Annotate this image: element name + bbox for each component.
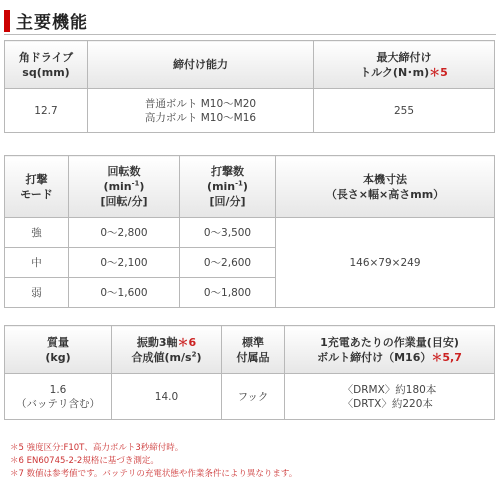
header-weight	[5, 326, 112, 374]
ipm-unit-close: )	[242, 180, 248, 193]
header-torque-line2	[314, 65, 494, 80]
header-weight-line1: 質量	[47, 335, 69, 349]
cell-rpm: 0～2,100	[69, 248, 180, 278]
rpm-unit-sup: -1	[131, 179, 140, 188]
header-mode-line2: モード	[20, 187, 53, 201]
footnote-5: ＊5 強度区分:F10T、高力ボルト3秒締付時。	[10, 443, 184, 453]
header-ipm-line1: 打撃数	[211, 165, 244, 178]
header-mode-line1: 打撃	[25, 172, 48, 186]
table-header-row	[5, 326, 495, 374]
cell-dimensions: 146×79×249	[276, 218, 495, 308]
header-weight-line2: (kg)	[45, 350, 71, 364]
cell-rpm: 0～1,600	[69, 278, 180, 308]
footnote-7: ＊7 数値は参考値です。バッテリの充電状態や作業条件により異なります。	[10, 469, 298, 479]
cell-torque: 255	[314, 89, 495, 133]
header-torque-unit: トルク(N･m)	[360, 65, 430, 79]
vib-unit-sup: 2	[191, 349, 197, 358]
header-dimensions	[276, 156, 495, 218]
cell-capacity	[88, 89, 314, 133]
cell-ipm: 0～1,800	[180, 278, 276, 308]
cell-mode: 中	[5, 248, 69, 278]
work-line1: 〈DRMX〉約180本	[342, 383, 437, 396]
table-row	[5, 374, 495, 420]
footnote-ref-5-7: ＊5,7	[431, 350, 462, 364]
cell-vibration: 14.0	[112, 374, 222, 420]
work-line2: 〈DRTX〉約220本	[342, 397, 433, 410]
table-row	[5, 89, 495, 133]
header-dim-line1: 本機寸法	[363, 172, 407, 186]
footnotes	[10, 442, 297, 481]
header-std-line2: 付属品	[236, 350, 270, 364]
header-drive-line1: 角ドライブ	[18, 50, 74, 64]
header-work-line2	[285, 350, 494, 365]
capacity-line2: 高力ボルト M10～M16	[144, 111, 257, 124]
header-work	[285, 326, 495, 374]
weight-note: （バッテリ含む）	[16, 397, 100, 410]
header-vib-line1	[112, 335, 221, 350]
header-drive	[5, 41, 88, 89]
ipm-unit-text: (min	[207, 180, 236, 193]
header-ipm	[180, 156, 276, 218]
vib-label: 振動3軸	[136, 335, 178, 349]
table-header-row	[5, 41, 495, 89]
work-values	[343, 383, 437, 411]
header-dim-line2: （長さ×幅×高さmm）	[325, 187, 445, 201]
footnote-6: ＊6 EN60745-2-2規格に基づき測定。	[10, 456, 159, 466]
footnote-ref-5: ＊5	[429, 65, 448, 79]
section-header	[4, 8, 88, 33]
header-capacity: 締付け能力	[88, 41, 314, 89]
cell-ipm: 0～2,600	[180, 248, 276, 278]
header-rpm	[69, 156, 180, 218]
rpm-unit-text: (min	[103, 180, 132, 193]
header-ipm-line3: [回/分]	[209, 195, 246, 208]
spec-table-weight	[4, 325, 495, 420]
cell-mode: 弱	[5, 278, 69, 308]
spec-table-speed	[4, 155, 495, 308]
header-rpm-line1: 回転数	[107, 165, 141, 178]
header-work-line1: 1充電あたりの作業量(目安)	[320, 335, 459, 349]
header-vib-line2	[112, 350, 221, 365]
footnote-ref-6: ＊6	[177, 335, 197, 349]
work-label: ボルト締付け（M16）	[317, 350, 432, 364]
header-accessory	[222, 326, 285, 374]
rpm-unit-close: )	[139, 180, 145, 193]
section-divider	[4, 34, 496, 35]
header-drive-line2: sq(mm)	[22, 65, 70, 79]
spec-table-torque	[4, 40, 495, 133]
header-vibration	[112, 326, 222, 374]
vib-unit-close: )	[196, 350, 202, 364]
cell-accessory: フック	[222, 374, 285, 420]
header-mode	[5, 156, 69, 218]
header-rpm-line2	[69, 179, 179, 194]
header-torque-line1: 最大締付け	[376, 50, 432, 64]
cell-mode: 強	[5, 218, 69, 248]
header-max-torque	[314, 41, 495, 89]
vib-unit-text: 合成値(m/s	[131, 350, 192, 364]
cell-drive: 12.7	[5, 89, 88, 133]
ipm-unit-sup: -1	[235, 179, 243, 188]
cell-work	[285, 374, 495, 420]
cell-rpm: 0～2,800	[69, 218, 180, 248]
header-std-line1: 標準	[242, 335, 264, 349]
table-row	[5, 218, 495, 248]
header-rpm-line3: [回転/分]	[100, 195, 148, 208]
section-marker	[4, 10, 10, 32]
table-header-row	[5, 156, 495, 218]
section-title: 主要機能	[16, 13, 88, 33]
header-ipm-line2	[180, 179, 275, 194]
weight-value: 1.6	[49, 383, 67, 396]
cell-weight	[5, 374, 112, 420]
cell-ipm: 0～3,500	[180, 218, 276, 248]
capacity-line1: 普通ボルト M10～M20	[144, 97, 257, 110]
